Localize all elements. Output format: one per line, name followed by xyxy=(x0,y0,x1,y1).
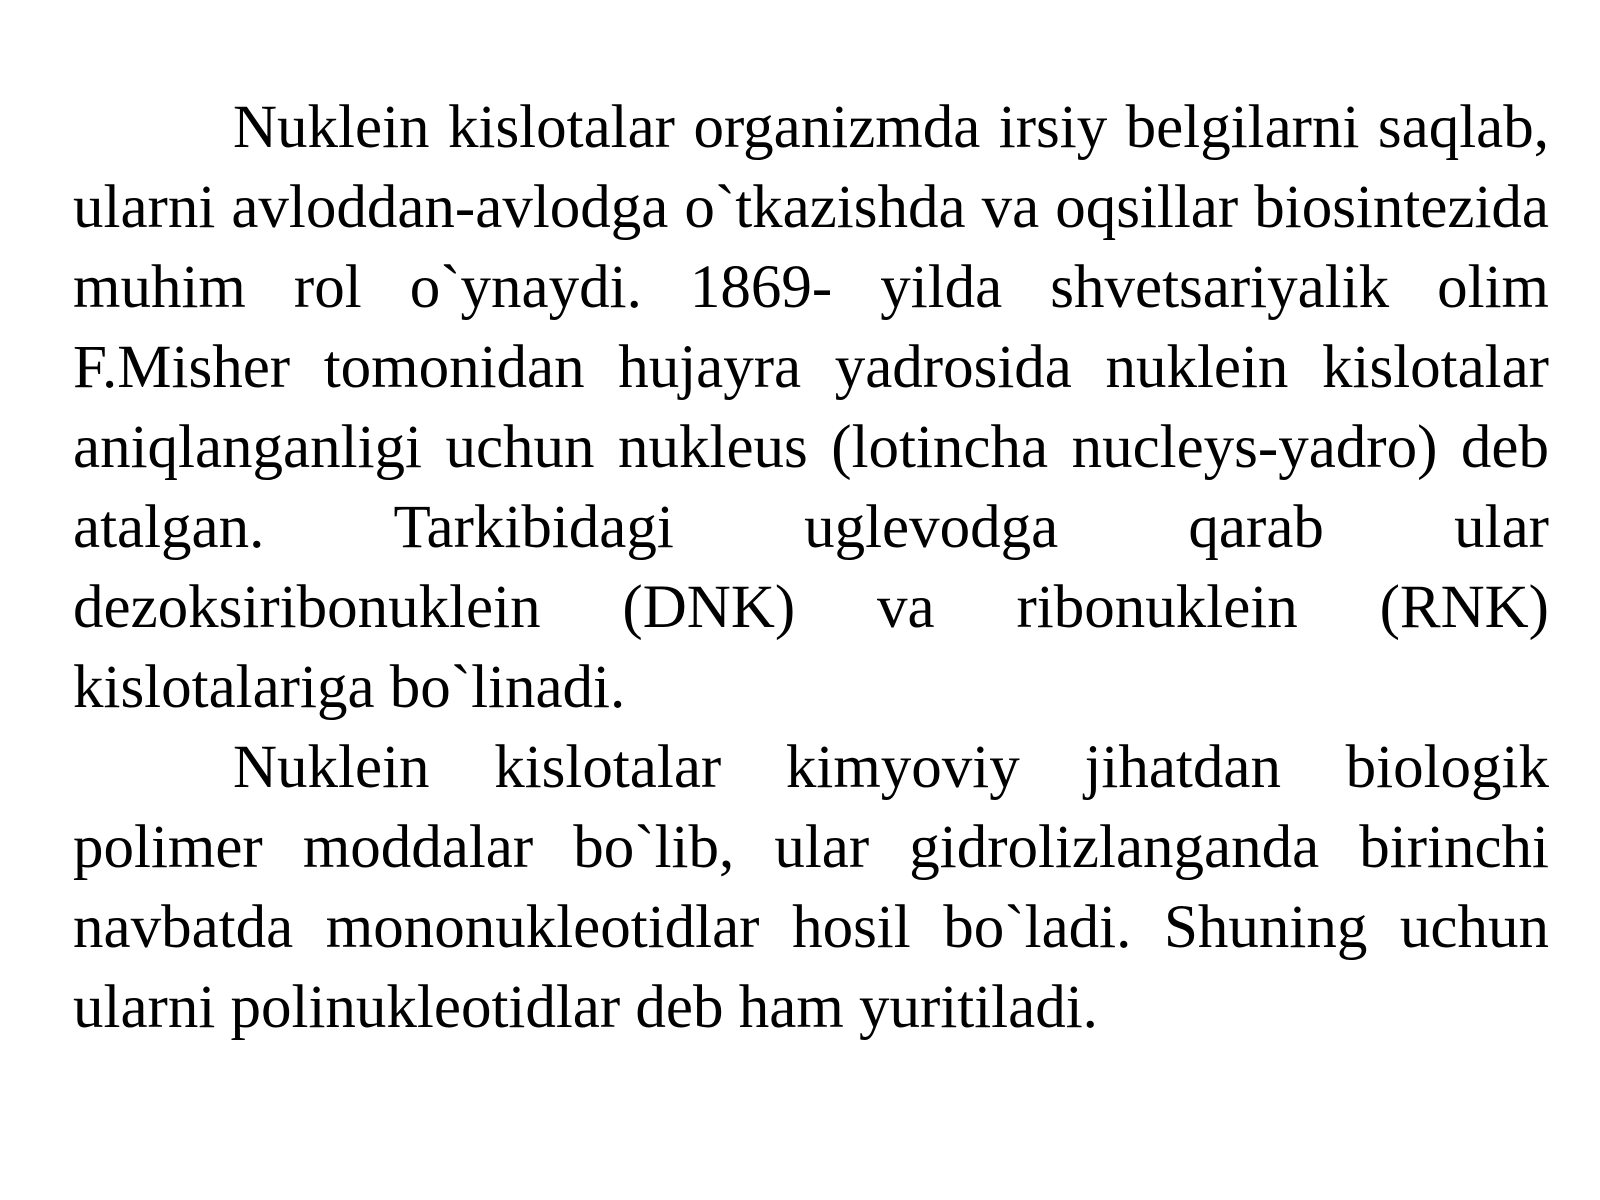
paragraph-2: Nuklein kislotalar kimyoviy jihatdan biologik polimer moddalar bo`lib, ular gidrolizlanganda birinchi navbatda mononukleotidlar hosil bo`ladi. Shuning uchun ularni polinukleotidlar deb ham yuritiladi. xyxy=(73,734,1549,1041)
text-body xyxy=(73,88,1549,1048)
paragraph-1: Nuklein kislotalar organizmda irsiy belgilarni saqlab, ularni avloddan-avlodga o`tkazishda va oqsillar biosintezida muhim rol o`ynaydi. 1869- yilda shvetsariyalik olim F.Misher tomonidan hujayra yadrosida nuklein kislotalar aniqlanganligi uchun nukleus (lotincha nucleys-yadro) deb atalgan. Tarkibidagi uglevodga qarab ular dezoksiribonuklein (DNK) va ribonuklein (RNK) kislotalariga bo`linadi. xyxy=(73,94,1549,721)
